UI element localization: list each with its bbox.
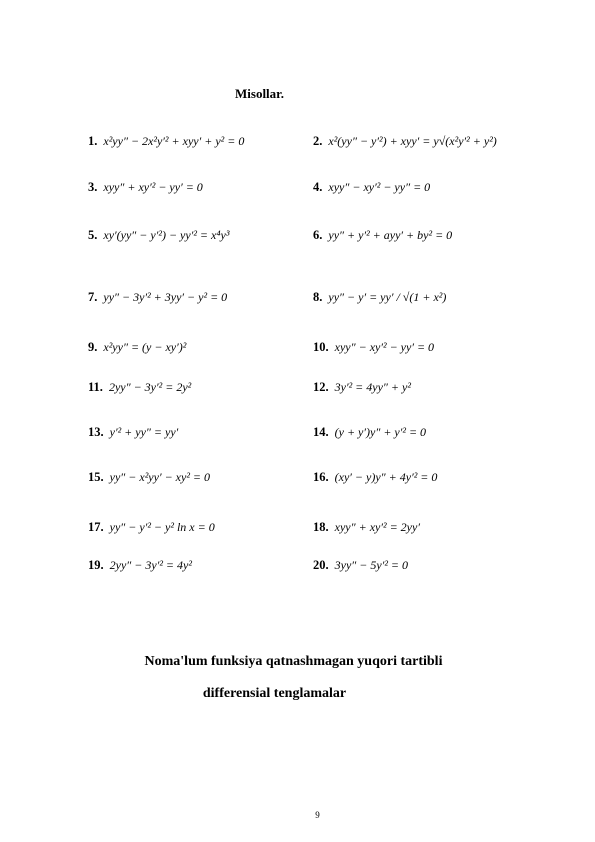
problem-item [88, 520, 215, 535]
problem-number: 8. [313, 290, 323, 304]
problem-number: 11. [88, 380, 103, 394]
problem-equation: yy″ − 3y′² + 3yy′ − y² = 0 [103, 290, 228, 304]
problem-item [88, 470, 210, 485]
problem-equation: x²yy″ − 2x²y′² + xyy′ + y² = 0 [103, 134, 245, 148]
problem-item [88, 340, 186, 355]
problem-number: 16. [313, 470, 329, 484]
problem-item [88, 228, 229, 243]
problem-equation: yy″ − x²yy′ − xy² = 0 [109, 470, 211, 484]
section-heading-line2: differensial tenglamalar [202, 686, 347, 701]
problem-equation: y′² + yy″ = yy′ [109, 425, 179, 439]
problem-number: 12. [313, 380, 329, 394]
problem-number: 3. [88, 180, 98, 194]
problem-equation: yy″ + y′² + ayy′ + by² = 0 [328, 228, 453, 242]
problem-equation: xyy″ + xy′² − yy′ = 0 [103, 180, 203, 194]
problem-item [313, 380, 411, 395]
problem-number: 15. [88, 470, 104, 484]
problem-number: 9. [88, 340, 98, 354]
problem-item [313, 470, 437, 485]
problem-equation: (y + y′)y″ + y′² = 0 [334, 425, 427, 439]
problem-item [313, 134, 497, 149]
problem-equation: yy″ − y′ = yy′ / √(1 + x²) [328, 290, 447, 304]
problem-item [313, 425, 426, 440]
problem-number: 10. [313, 340, 329, 354]
problem-number: 19. [88, 558, 104, 572]
problem-number: 13. [88, 425, 104, 439]
problem-item [88, 558, 192, 573]
problem-equation: 2yy″ − 3y′² = 2y² [108, 380, 192, 394]
problem-number: 1. [88, 134, 98, 148]
problem-equation: xyy″ − xy′² − yy″ = 0 [328, 180, 431, 194]
problem-number: 14. [313, 425, 329, 439]
problem-item [88, 180, 203, 195]
problem-equation: x²yy″ = (y − xy′)² [103, 340, 187, 354]
problem-number: 20. [313, 558, 329, 572]
problem-item [313, 558, 408, 573]
problem-item [313, 520, 420, 535]
problem-item [313, 228, 452, 243]
problem-number: 18. [313, 520, 329, 534]
problem-item [88, 425, 178, 440]
problem-item [88, 380, 191, 395]
problem-equation: 3y′² = 4yy″ + y² [334, 380, 411, 394]
problem-equation: 3yy″ − 5y′² = 0 [334, 558, 409, 572]
problem-number: 5. [88, 228, 98, 242]
problem-number: 6. [313, 228, 323, 242]
problem-equation: (xy′ − y)y″ + 4y′² = 0 [334, 470, 438, 484]
problem-item [313, 340, 434, 355]
problem-number: 4. [313, 180, 323, 194]
problem-number: 2. [313, 134, 323, 148]
section-heading: Noma'lum funksiya qatnashmagan yuqori tartibli [144, 654, 443, 669]
problem-item [313, 290, 446, 305]
problem-equation: xyy″ + xy′² = 2yy′ [334, 520, 420, 534]
problem-item [88, 290, 227, 305]
problem-equation: yy″ − y′² − y² ln x = 0 [109, 520, 215, 534]
problem-equation: xyy″ − xy′² − yy′ = 0 [334, 340, 435, 354]
problem-number: 17. [88, 520, 104, 534]
problem-number: 7. [88, 290, 98, 304]
page-number: 9 [315, 810, 320, 820]
problem-equation: xy′(yy″ − y′²) − yy′² = x⁴y³ [103, 228, 230, 242]
page-title: Misollar. [235, 86, 284, 101]
problem-item [313, 180, 430, 195]
problem-equation: x²(yy″ − y′²) + xyy′ = y√(x²y′² + y²) [328, 134, 497, 148]
problem-equation: 2yy″ − 3y′² = 4y² [109, 558, 192, 572]
problem-item [88, 134, 244, 149]
